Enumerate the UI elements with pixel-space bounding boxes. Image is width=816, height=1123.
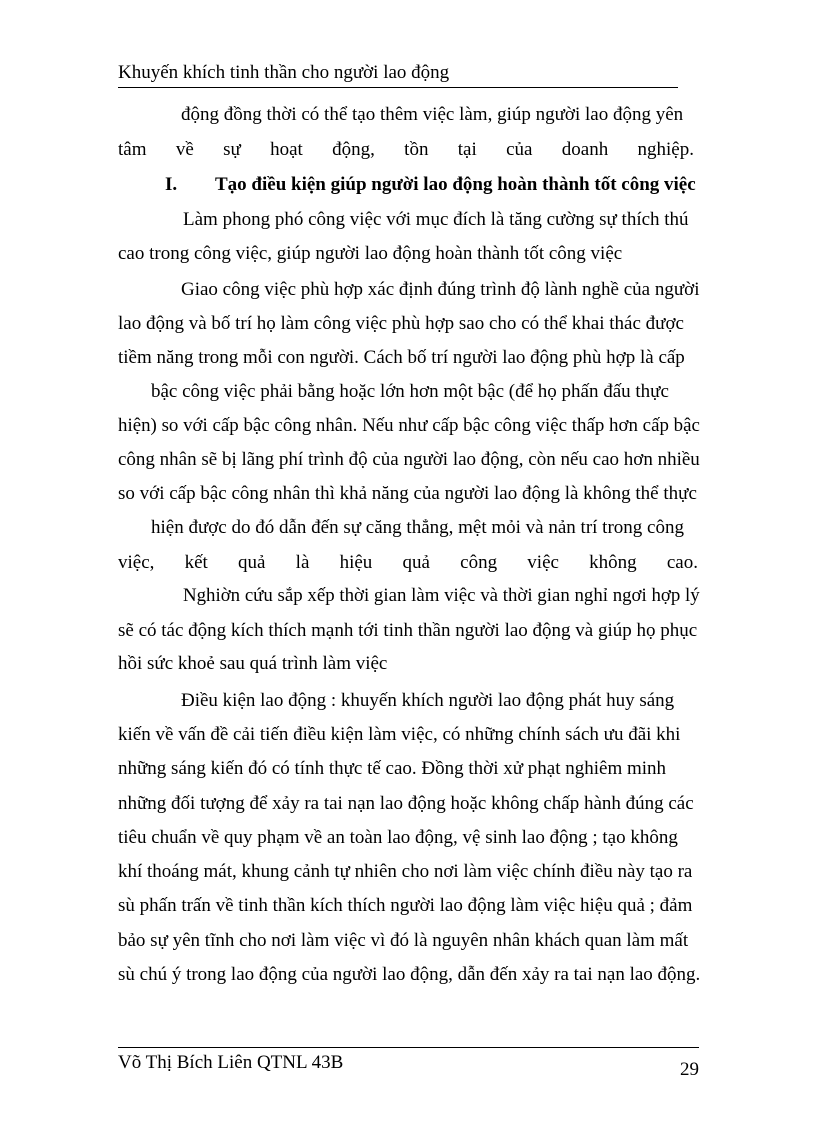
word: sự: [223, 139, 241, 160]
footer-rule: [118, 1047, 699, 1048]
body-line: [118, 551, 698, 575]
word: cao.: [666, 552, 698, 573]
body-line: hiện được do đó dẫn đến sự căng thẳng, mệt mỏi và nản trí trong công: [151, 517, 684, 538]
body-line: sẽ có tác động kích thích mạnh tới tinh thần người lao động và giúp họ phục: [118, 620, 698, 641]
body-line: hiện) so với cấp bậc công nhân. Nếu như cấp bậc công việc thấp hơn cấp bậc: [118, 415, 700, 436]
body-line: bậc công việc phải bằng hoặc lớn hơn một bậc (để họ phấn đấu thực: [151, 381, 669, 402]
body-line: so với cấp bậc công nhân thì khả năng của người lao động là không thể thực: [118, 483, 697, 504]
page-number: 29: [680, 1059, 699, 1080]
body-line: Làm phong phó công việc với mục đích là tăng cường sự thích thú: [183, 209, 689, 230]
body-line: tiềm năng trong mỗi con người. Cách bố trí người lao động phù hợp là cấp: [118, 347, 685, 368]
body-line: bảo sự yên tĩnh cho nơi làm việc vì đó là nguyên nhân khách quan làm mất: [118, 930, 689, 951]
body-line: Điều kiện lao động : khuyến khích người lao động phát huy sáng: [181, 690, 675, 711]
body-line: Giao công việc phù hợp xác định đúng trình độ lành nghề của người: [181, 279, 700, 300]
footer-author: Võ Thị Bích Liên QTNL 43B: [118, 1052, 344, 1073]
body-line: kiến về vấn đề cải tiến điều kiện làm việc, có những chính sách ưu đãi khi: [118, 724, 681, 745]
word: việc: [527, 552, 559, 573]
word: công: [460, 552, 498, 573]
word: nghiệp.: [637, 139, 694, 160]
section-heading: [165, 173, 696, 197]
body-line: sù phấn trấn về tinh thần kích thích người lao động làm việc hiệu quả ; đảm: [118, 895, 693, 916]
word: là: [295, 552, 310, 573]
body-line: hồi sức khoẻ sau quá trình làm việc: [118, 653, 388, 674]
body-line: lao động và bố trí họ làm công việc phù hợp sao cho có thể khai thác được: [118, 313, 684, 334]
body-line: sù chú ý trong lao động của người lao động, dẫn đến xảy ra tai nạn lao động.: [118, 964, 701, 985]
word: tại: [457, 139, 477, 160]
word: về: [175, 139, 194, 160]
body-line: động đồng thời có thể tạo thêm việc làm, giúp người lao động yên: [181, 104, 684, 125]
word: việc,: [118, 552, 155, 573]
word: quả: [402, 552, 430, 573]
word: tâm: [118, 139, 147, 160]
word: kết: [184, 552, 208, 573]
body-line: tiêu chuẩn về quy phạm về an toàn lao động, vệ sinh lao động ; tạo không: [118, 827, 678, 848]
word: không: [589, 552, 637, 573]
body-line: những đối tượng để xảy ra tai nạn lao động hoặc không chấp hành đúng các: [118, 793, 694, 814]
word: động,: [332, 139, 375, 160]
word: hoạt: [270, 139, 303, 160]
body-line: cao trong công việc, giúp người lao động hoàn thành tốt công việc: [118, 243, 623, 264]
word: hiệu: [339, 552, 373, 573]
section-title: Tạo điều kiện giúp người lao động hoàn thành tốt công việc: [215, 174, 696, 195]
word: tồn: [404, 139, 429, 160]
word: doanh: [561, 139, 609, 160]
body-line: công nhân sẽ bị lãng phí trình độ của người lao động, còn nếu cao hơn nhiều: [118, 449, 700, 470]
body-line: [118, 138, 694, 162]
running-header: Khuyến khích tinh thần cho người lao động: [118, 60, 678, 88]
section-number: I.: [165, 174, 178, 195]
body-line: những sáng kiến đó có tính thực tế cao. Đồng thời xử phạt nghiêm minh: [118, 758, 667, 779]
body-line: khí thoáng mát, khung cảnh tự nhiên cho nơi làm việc chính điều này tạo ra: [118, 861, 693, 882]
body-line: Nghiờn cứu sắp xếp thời gian làm việc và thời gian nghỉ ngơi hợp lý: [183, 585, 700, 606]
word: của: [506, 139, 533, 160]
word: quả: [238, 552, 266, 573]
